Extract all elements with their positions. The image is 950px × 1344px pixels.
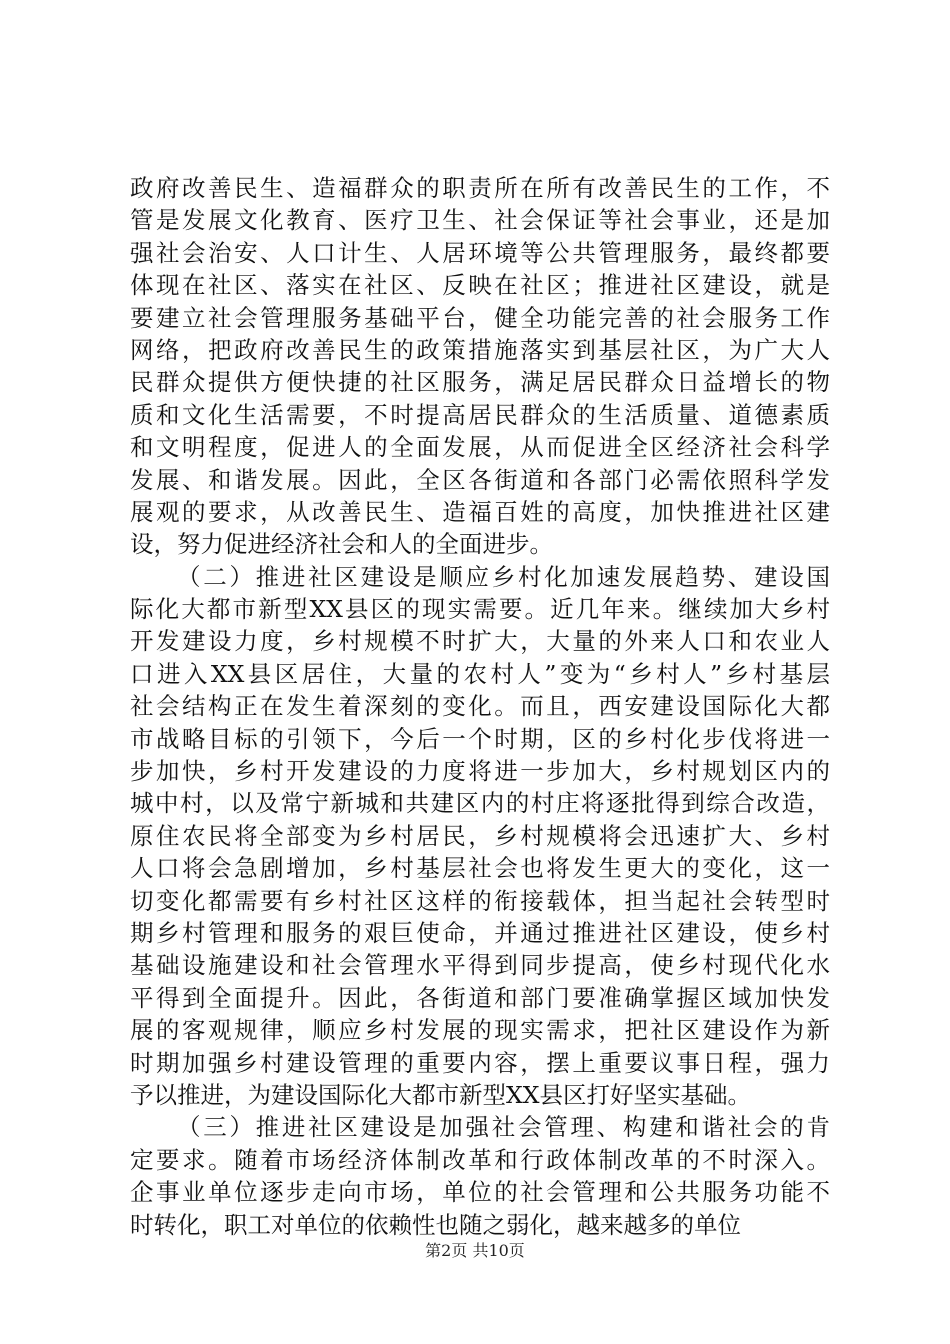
text-line: 社会结构正在发生着深刻的变化。而且，西安建设国际化大都 <box>130 692 830 721</box>
text-line: 市战略目标的引领下，今后一个时期，区的乡村化步伐将进一 <box>130 724 830 753</box>
text-line: 城中村，以及常宁新城和共建区内的村庄将逐批得到综合改造， <box>130 789 830 818</box>
paragraph <box>130 1111 830 1241</box>
text-line: 基础设施建设和社会管理水平得到同步提高，使乡村现代化水 <box>130 951 830 980</box>
text-line: 切变化都需要有乡村社区这样的衔接载体，担当起社会转型时 <box>130 886 830 915</box>
text-line: （三）推进社区建设是加强社会管理、构建和谐社会的肯 <box>177 1113 830 1142</box>
text-line: 和文明程度，促进人的全面发展，从而促进全区经济社会科学 <box>130 433 830 462</box>
text-line: 平得到全面提升。因此，各街道和部门要准确掌握区域加快发 <box>130 983 830 1012</box>
text-line: 展的客观规律，顺应乡村发展的现实需求，把社区建设作为新 <box>130 1016 830 1045</box>
text-line: 定要求。随着市场经济体制改革和行政体制改革的不时深入。 <box>130 1145 830 1174</box>
text-line: 民群众提供方便快捷的社区服务，满足居民群众日益增长的物 <box>130 368 830 397</box>
body-text <box>130 172 830 1241</box>
text-line: 时期加强乡村建设管理的重要内容，摆上重要议事日程，强力 <box>130 1048 830 1077</box>
text-line: 人口将会急剧增加，乡村基层社会也将发生更大的变化，这一 <box>130 854 830 883</box>
text-line: 管是发展文化教育、医疗卫生、社会保证等社会事业，还是加 <box>130 206 830 235</box>
text-line: 质和文化生活需要，不时提高居民群众的生活质量、道德素质 <box>130 400 830 429</box>
text-line: 网络，把政府改善民生的政策措施落实到基层社区，为广大人 <box>130 335 830 364</box>
text-line: 口进入XX县区居住，大量的农村人”变为“乡村人”乡村基层 <box>130 659 830 688</box>
text-line: 发展、和谐发展。因此，全区各街道和各部门必需依照科学发 <box>130 465 830 494</box>
text-line: 体现在社区、落实在社区、反映在社区；推进社区建设，就是 <box>130 271 830 300</box>
text-line: 政府改善民生、造福群众的职责所在所有改善民生的工作，不 <box>130 174 830 202</box>
paragraph <box>130 172 830 561</box>
text-line: 设，努力促进经济社会和人的全面进步。 <box>130 530 553 559</box>
text-line: 要建立社会管理服务基础平台，健全功能完善的社会服务工作 <box>130 303 830 332</box>
text-line: 原住农民将全部变为乡村居民，乡村规模将会迅速扩大、乡村 <box>130 821 830 850</box>
text-line: 际化大都市新型XX县区的现实需要。近几年来。继续加大乡村 <box>130 595 830 624</box>
text-line: 时转化，职工对单位的依赖性也随之弱化，越来越多的单位 <box>130 1210 741 1239</box>
text-line: （二）推进社区建设是顺应乡村化加速发展趋势、建设国 <box>177 562 830 591</box>
text-line: 予以推进，为建设国际化大都市新型XX县区打好坚实基础。 <box>130 1080 751 1109</box>
text-line: 企事业单位逐步走向市场，单位的社会管理和公共服务功能不 <box>130 1178 830 1207</box>
text-line: 展观的要求，从改善民生、造福百姓的高度，加快推进社区建 <box>130 497 830 526</box>
paragraph <box>130 561 830 1112</box>
text-line: 开发建设力度，乡村规模不时扩大，大量的外来人口和农业人 <box>130 627 830 656</box>
page-footer: 第2页 共10页 <box>425 1241 525 1260</box>
text-line: 期乡村管理和服务的艰巨使命，并通过推进社区建设，使乡村 <box>130 918 830 947</box>
text-line: 强社会治安、人口计生、人居环境等公共管理服务，最终都要 <box>130 238 830 267</box>
text-line: 步加快，乡村开发建设的力度将进一步加大，乡村规划区内的 <box>130 757 830 786</box>
